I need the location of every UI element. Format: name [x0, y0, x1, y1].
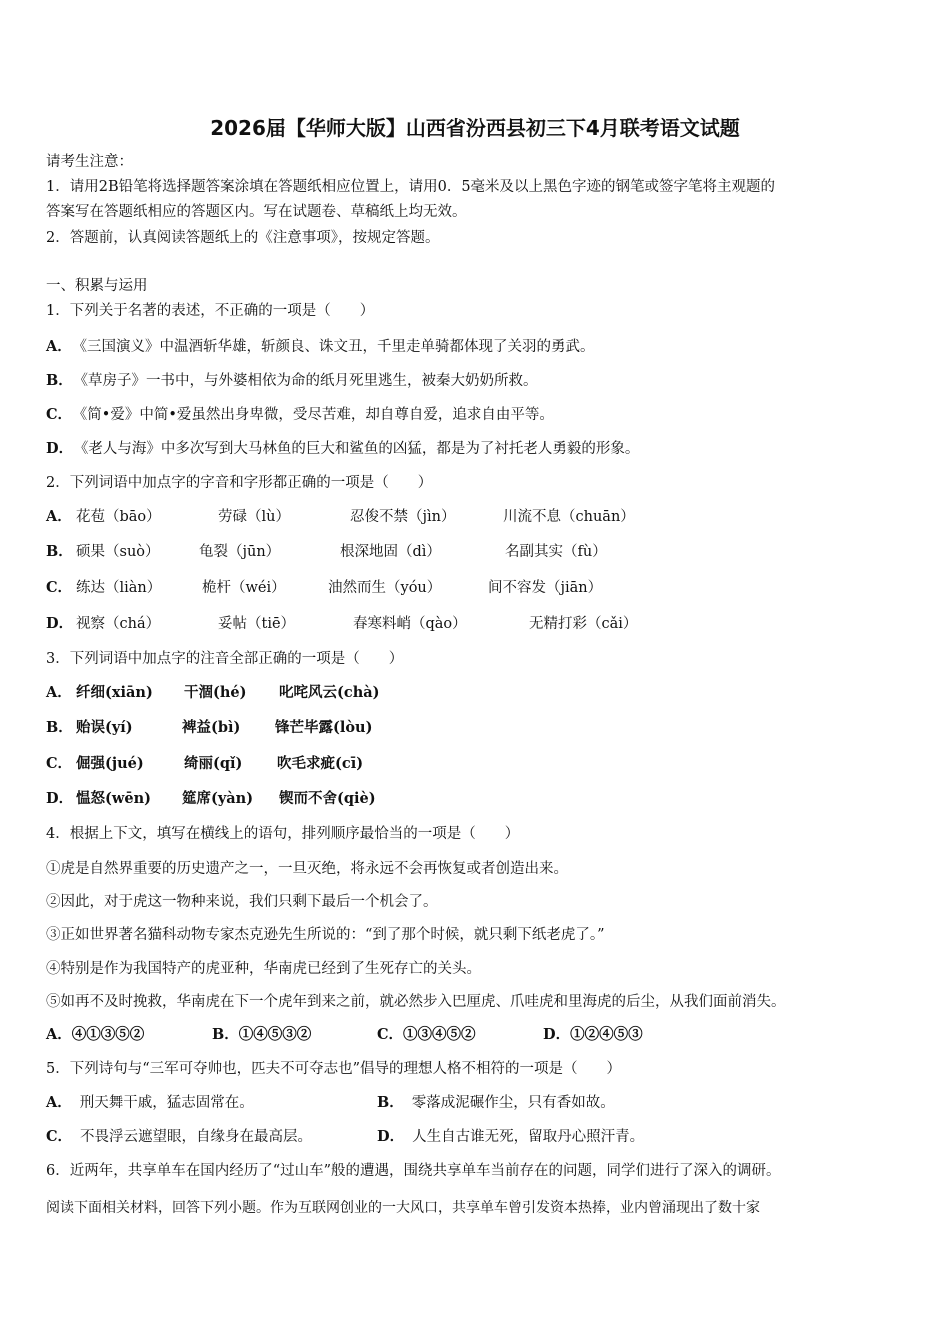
question-1-stem: 1．下列关于名著的表述，不正确的一项是（ ）	[46, 303, 375, 319]
question-5-option-a: A． 刑天舞干戚，猛志固常在。	[46, 1094, 254, 1111]
section-heading: 一、积累与运用	[46, 278, 148, 294]
question-1-option-d: D． 《老人与海》中多次写到大马林鱼的巨大和鲨鱼的凶猛，都是为了衬托老人勇毅的形象。	[46, 440, 640, 457]
question-5-option-d: D． 人生自古谁无死，留取丹心照汗青。	[377, 1128, 645, 1145]
question-2-option-c-item: 油然而生（yóu）	[328, 580, 442, 596]
question-4-option-a: A．④①③⑤②	[46, 1026, 145, 1043]
question-1-option-b: B． 《草房子》一书中，与外婆相依为命的纸月死里逃生，被秦大奶奶所救。	[46, 372, 538, 389]
question-2-option-b-item: 龟裂（jūn）	[199, 544, 281, 560]
question-4-option-d: D．①②④⑤③	[543, 1026, 643, 1043]
question-2-option-d-label: D．	[46, 615, 74, 632]
question-5-option-c: C． 不畏浮云遮望眼，自缘身在最高层。	[46, 1128, 313, 1145]
question-3-option-b-label: B．	[46, 719, 73, 736]
question-2-option-a-item: 劳碌（lù）	[218, 509, 290, 525]
question-2-option-b-item: 根深地固（dì）	[340, 544, 441, 560]
question-2-option-a-label: A．	[46, 508, 72, 525]
notice-item-2: 2．答题前，认真阅读答题纸上的《注意事项》，按规定答题。	[46, 230, 440, 246]
notice-item-1-line-1: 1．请用2B铅笔将选择题答案涂填在答题纸相应位置上，请用0．5毫米及以上黑色字迹的钢笔或签字笔将主观题的	[46, 179, 776, 195]
question-3-option-b-item: 贻误(yí)	[76, 719, 133, 736]
question-2-option-c-item: 桅杆（wéi）	[202, 580, 286, 596]
option-letter: A．	[46, 1094, 72, 1111]
question-3-option-c-label: C．	[46, 755, 73, 772]
question-4-sentence: ③正如世界著名猫科动物专家杰克逊先生所说的：“到了那个时候，就只剩下纸老虎了。”	[46, 927, 605, 943]
question-4-sentence: ⑤如再不及时挽救，华南虎在下一个虎年到来之前，就必然步入巴厘虎、爪哇虎和里海虎的后尘，从我们面前消失。	[46, 994, 786, 1010]
question-3-stem: 3．下列词语中加点字的注音全部正确的一项是（ ）	[46, 651, 404, 667]
question-4-option-b: B．①④⑤③②	[212, 1026, 312, 1043]
page-title: 2026届【华师大版】山西省汾西县初三下4月联考语文试题	[210, 116, 740, 140]
question-3-option-c-item: 倔强(jué)	[76, 755, 144, 772]
question-5-stem: 5．下列诗句与“三军可夺帅也，匹夫不可夺志也”倡导的理想人格不相符的一项是（ ）	[46, 1061, 622, 1077]
question-3-option-a-label: A．	[46, 684, 72, 701]
option-letter: D．	[46, 440, 74, 457]
question-2-option-c-label: C．	[46, 579, 73, 596]
question-2-option-b-item: 名副其实（fù）	[505, 544, 607, 560]
question-3-option-c-item: 绮丽(qǐ)	[184, 755, 243, 772]
option-letter: B．	[377, 1094, 404, 1111]
question-3-option-c-item: 吹毛求疵(cī)	[277, 755, 364, 772]
question-4-sentence: ①虎是自然界重要的历史遗产之一，一旦灭绝，将永远不会再恢复或者创造出来。	[46, 861, 568, 877]
question-4-option-c: C．①③④⑤②	[377, 1026, 476, 1043]
question-2-option-d-item: 无精打彩（cǎi）	[529, 616, 638, 632]
question-2-option-c-item: 练达（liàn）	[76, 580, 162, 596]
question-3-option-a-item: 干涸(hé)	[184, 684, 247, 701]
question-2-option-d-item: 春寒料峭（qào）	[353, 616, 467, 632]
option-letter: C．	[46, 1128, 73, 1145]
notice-heading: 请考生注意：	[46, 154, 133, 170]
question-4-sentence: ④特别是作为我国特产的虎亚种，华南虎已经到了生死存亡的关头。	[46, 961, 481, 977]
notice-item-1-line-2: 答案写在答题纸相应的答题区内。写在试题卷、草稿纸上均无效。	[46, 204, 467, 220]
question-6-material: 阅读下面相关材料，回答下列小题。作为互联网创业的一大风口，共享单车曾引发资本热捧，业内曾涌现出了数十家	[46, 1200, 760, 1216]
question-4-sentence: ②因此，对于虎这一物种来说，我们只剩下最后一个机会了。	[46, 894, 438, 910]
question-3-option-d-item: 锲而不舍(qiè)	[279, 790, 376, 807]
question-2-option-b-label: B．	[46, 543, 73, 560]
question-4-stem: 4．根据上下文，填写在横线上的语句，排列顺序最恰当的一项是（ ）	[46, 826, 520, 842]
question-6-stem: 6．近两年，共享单车在国内经历了“过山车”般的遭遇，围绕共享单车当前存在的问题，同学们进行了深入的调研。	[46, 1163, 781, 1179]
question-2-option-a-item: 忍俊不禁（jìn）	[350, 509, 456, 525]
question-2-option-c-item: 间不容发（jiān）	[488, 580, 603, 596]
question-3-option-a-item: 叱咤风云(chà)	[279, 684, 380, 701]
question-2-option-d-item: 妥帖（tiē）	[218, 616, 296, 632]
question-3-option-b-item: 锋芒毕露(lòu)	[275, 719, 373, 736]
question-3-option-b-item: 裨益(bì)	[182, 719, 241, 736]
question-2-option-d-item: 视察（chá）	[76, 616, 161, 632]
question-2-option-b-item: 硕果（suò）	[76, 544, 160, 560]
question-3-option-d-label: D．	[46, 790, 74, 807]
question-3-option-d-item: 愠怒(wēn)	[76, 790, 151, 807]
question-2-option-a-item: 花苞（bāo）	[76, 509, 161, 525]
question-2-option-a-item: 川流不息（chuān）	[503, 509, 635, 525]
question-3-option-a-item: 纤细(xiān)	[76, 684, 153, 701]
option-letter: C．	[46, 406, 73, 423]
option-letter: D．	[377, 1128, 405, 1145]
question-5-option-b: B． 零落成泥碾作尘，只有香如故。	[377, 1094, 615, 1111]
option-letter: B．	[46, 372, 73, 389]
question-2-stem: 2．下列词语中加点字的字音和字形都正确的一项是（ ）	[46, 475, 433, 491]
question-1-option-c: C． 《简•爱》中简•爱虽然出身卑微，受尽苦难，却自尊自爱，追求自由平等。	[46, 406, 554, 423]
question-3-option-d-item: 筵席(yàn)	[182, 790, 254, 807]
option-letter: A．	[46, 338, 72, 355]
question-1-option-a: A． 《三国演义》中温酒斩华雄，斩颜良、诛文丑，千里走单骑都体现了关羽的勇武。	[46, 338, 595, 355]
